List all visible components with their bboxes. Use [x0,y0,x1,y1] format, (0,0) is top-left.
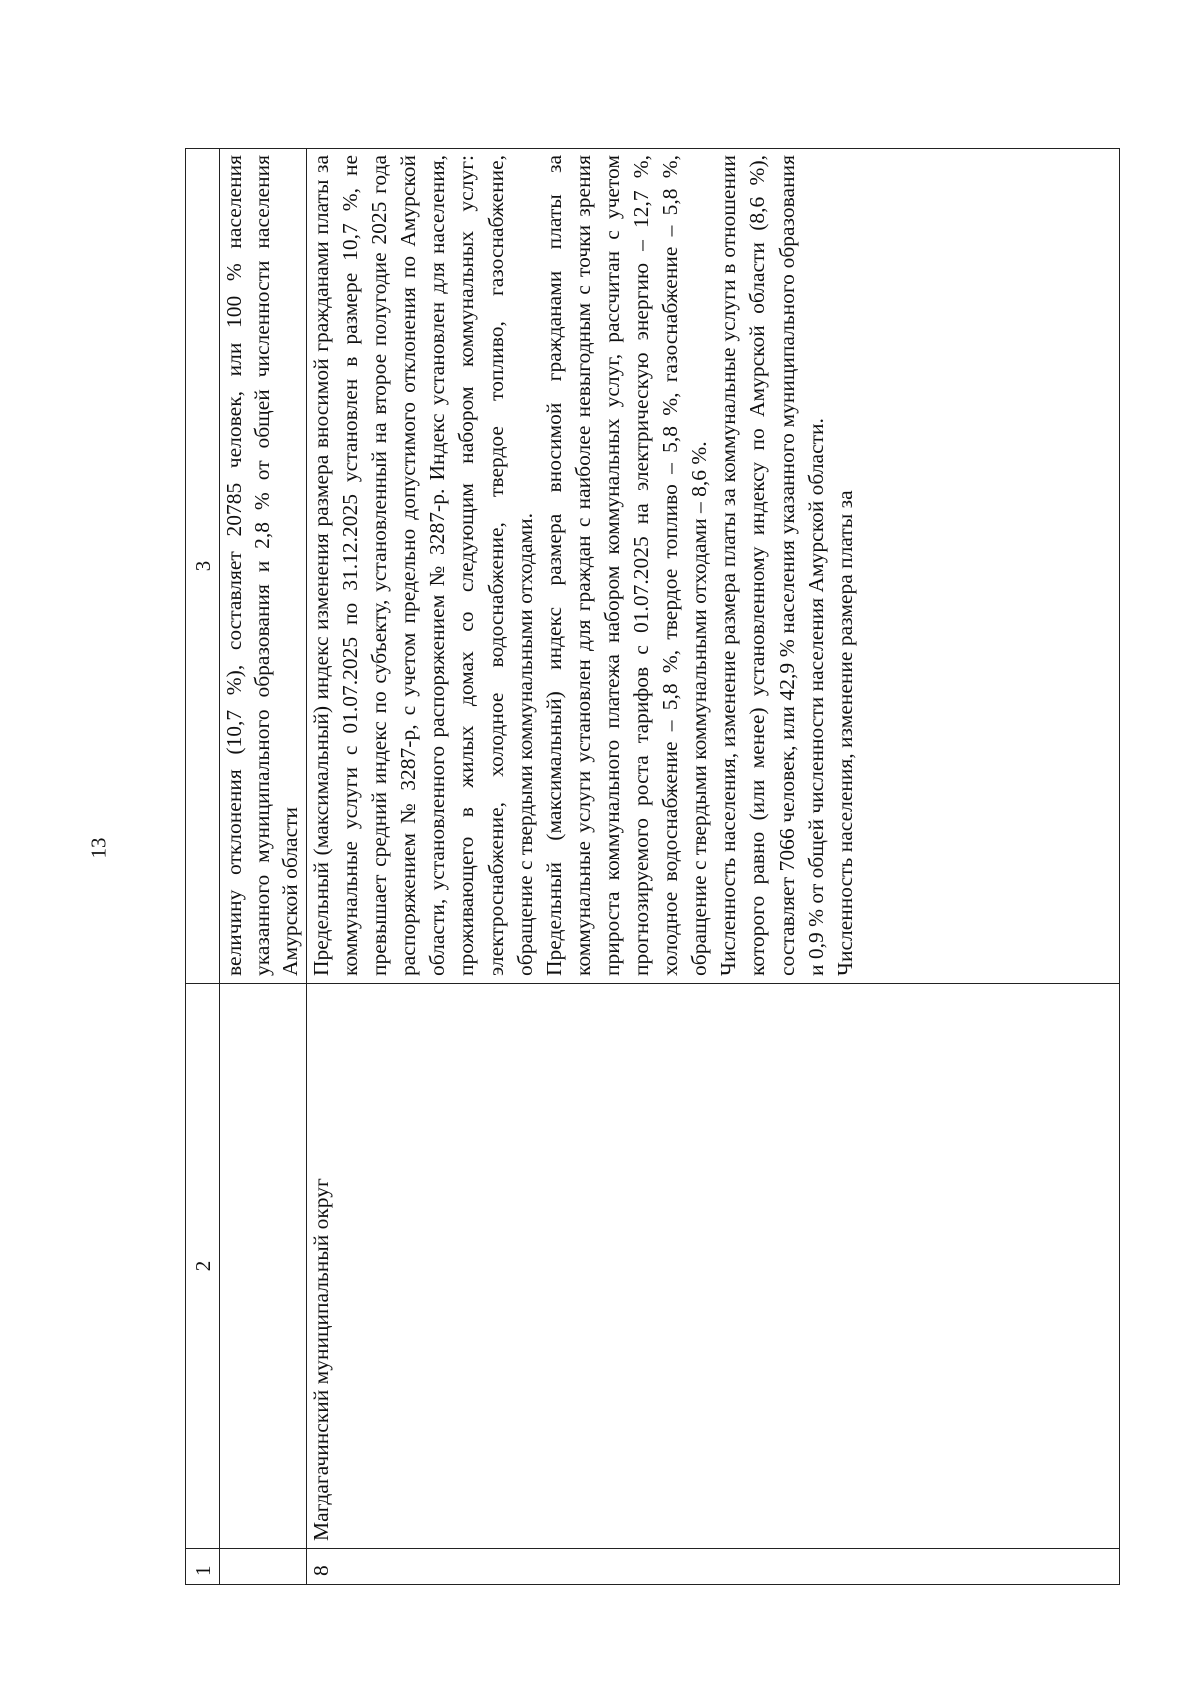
cell-number: 8 [307,1549,1120,1585]
cell-description [307,149,1120,984]
table-row-8 [307,149,1120,1585]
data-table [185,148,1120,1585]
cell-number [220,1549,307,1585]
page-number: 13 [86,837,111,859]
header-col-3: 3 [186,149,220,984]
header-col-1: 1 [186,1549,220,1585]
table-row-continuation [220,149,307,1585]
header-col-2: 2 [186,984,220,1549]
cell-description: величину отклонения (10,7 %), составляет 20785 человек, или 100 % населения указанного муниципального образования и 2,8 % от общей численности населения Амурской области [220,149,307,984]
cell-name: Магдагачинский муниципальный округ [307,984,1120,1549]
table-header-row [186,149,220,1585]
table-frame [185,148,1200,1576]
cell-name [220,984,307,1549]
paragraph-index-detail: Предельный (максимальный) индекс размера вносимой гражданами платы за коммунальные услуги установлен для граждан с наиболее невыгодным с точки зрения прироста коммунального платежа набором коммунальных услуг, рассчитан с учетом прогнозируемого роста тарифов с 01.07.2025 на электрическую энергию – 12,7 %, холодное водоснабжение – 5,8 %, твердое топливо – 5,8 %, газоснабжение – 5,8 %, обращение с твердыми коммунальными отходами – 8,6 %. [541,155,712,976]
paragraph-population-continued: Численность населения, изменение размера платы за [832,490,857,976]
paragraph-population: Численность населения, изменение размера платы за коммунальные услуги в отношении которого равно (или менее) установленному индексу по Амурской области (8,6 %), составляет 7066 человек, или 42,9 % населения указанного муниципального образования и 0,9 % от общей численности населения Амурской области. [716,155,828,976]
paragraph-index: Предельный (максимальный) индекс изменения размера вносимой гражданами платы за коммунальные услуги с 01.07.2025 по 31.12.2025 установлен в размере 10,7 %, не превышает средний индекс по субъекту, установленный на второе полугодие 2025 года распоряжением № 3287-р, с учетом предельно допустимого отклонения по Амурской области, установленного распоряжением № 3287-р. Индекс установлен для населения, проживающего в жилых домах со следующим набором коммунальных услуг: электроснабжение, холодное водоснабжение, твердое топливо, газоснабжение, обращение с твердыми коммунальными отходами. [309,155,537,976]
